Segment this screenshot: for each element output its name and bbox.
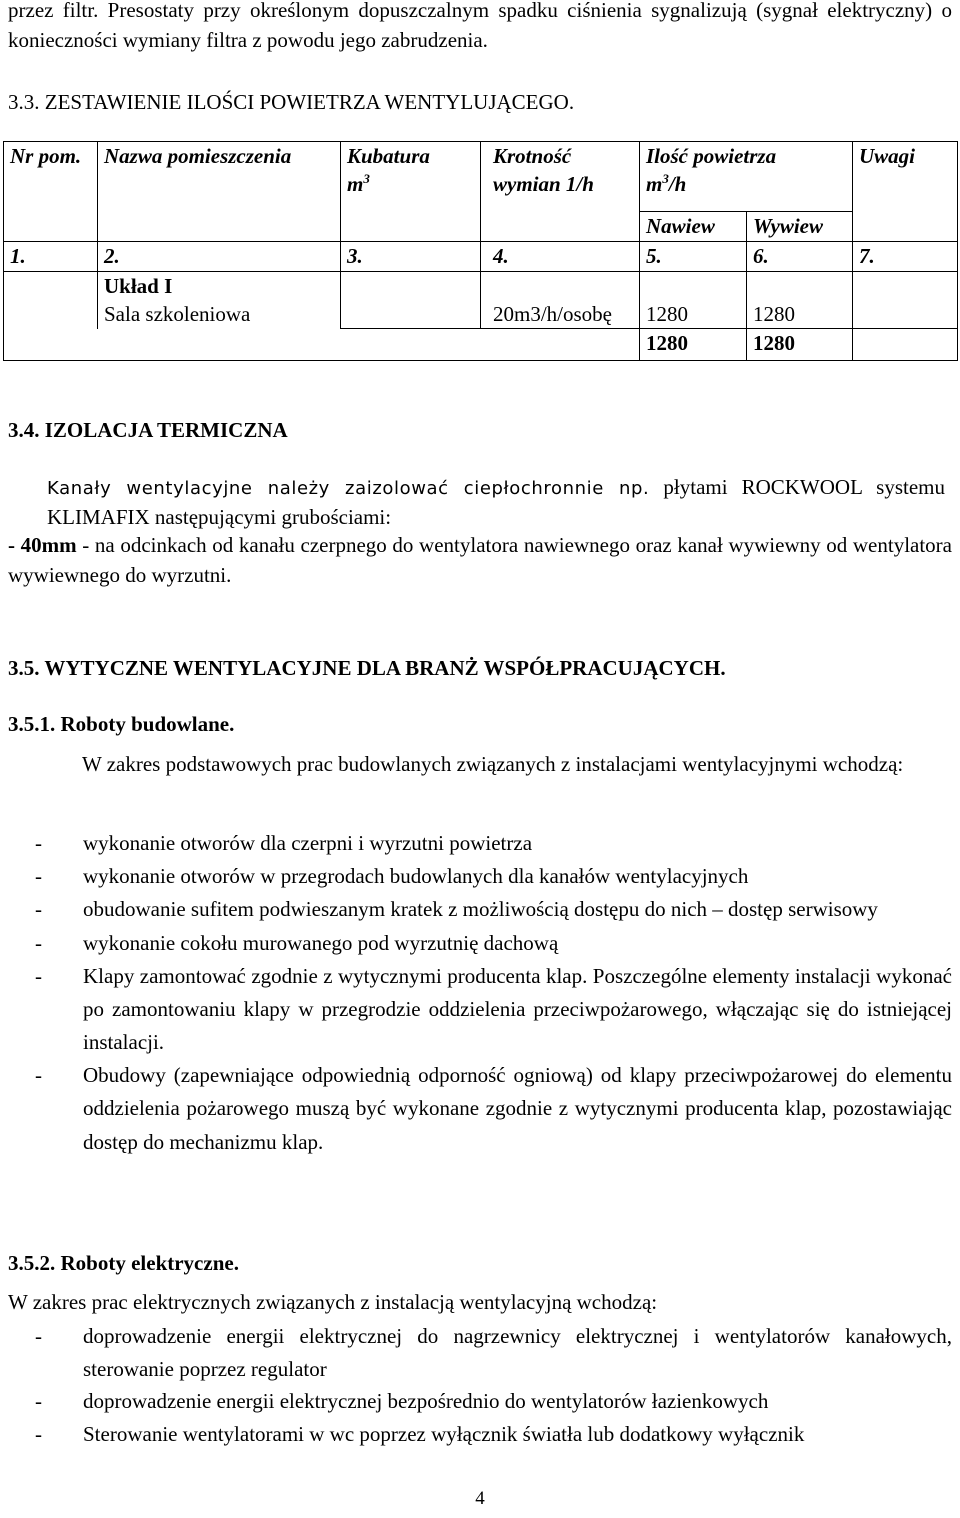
- sum-empty: [4, 329, 98, 361]
- col-num: 6.: [747, 242, 853, 272]
- intro-paragraph: przez filtr. Presostaty przy określonym dopuszczalnym spadku ciśnienia sygnalizują (sygnał elektryczny) o konieczności wymiany filtra z powodu jego zabrudzenia.: [8, 0, 952, 52]
- header-nr: Nr pom.: [4, 142, 98, 242]
- row-kubatura: [341, 272, 481, 329]
- list-item: - wykonanie cokołu murowanego pod wyrzutnię dachową: [35, 930, 559, 955]
- col-num: 1.: [4, 242, 98, 272]
- list-item: - doprowadzenie energii elektrycznej do nagrzewnicy elektrycznej i wentylatorów kanałowych, sterowanie poprzez regulator: [35, 1324, 952, 1381]
- header-ilosc: Ilość powietrza $m^3/h$: [640, 142, 853, 212]
- header-nawiew: Nawiew: [640, 212, 747, 242]
- list-item: - wykonanie otworów dla czerpni i wyrzutni powietrza: [35, 831, 533, 855]
- col-num: 3.: [341, 242, 481, 272]
- sum-wywiew: 1280: [747, 329, 853, 361]
- col-num: 5.: [640, 242, 747, 272]
- electrical-intro: W zakres prac elektrycznych związanych z instalacją wentylacyjną wchodzą:: [8, 1290, 658, 1314]
- row-nawiew: 1280: [640, 272, 747, 329]
- header-uwagi: Uwagi: [853, 142, 958, 242]
- table-column-numbers-row: [4, 242, 958, 272]
- header-krotnosc: Krotność wymian 1/h: [481, 142, 640, 242]
- list-item: - Sterowanie wentylatorami w wc poprzez wyłącznik światła lub dodatkowy wyłącznik: [35, 1421, 805, 1446]
- electrical-list: [8, 1320, 952, 1450]
- list-item: - doprowadzenie energii elektrycznej bezpośrednio do wentylatorów łazienkowych: [35, 1389, 769, 1414]
- row-nr: [4, 272, 98, 329]
- row-wywiew: 1280: [747, 272, 853, 329]
- table-row: [4, 272, 958, 329]
- section-3-4-heading: 3.4. IZOLACJA TERMICZNA: [8, 418, 288, 442]
- list-item: - obudowanie sufitem podwieszanym kratek z możliwością dostępu do nich – dostęp serwisowy: [35, 897, 878, 922]
- list-item: - wykonanie otworów w przegrodach budowlanych dla kanałów wentylacyjnych: [35, 864, 749, 889]
- construction-intro: W zakres podstawowych prac budowlanych związanych z instalacjami wentylacyjnymi wchodzą:: [82, 752, 904, 776]
- group-label: Układ I: [104, 274, 173, 298]
- sum-nawiew: 1280: [640, 329, 747, 361]
- insulation-paragraph: Kanały wentylacyjne należy zaizolować ciepłochronnie np. płytami ROCKWOOL systemu KLIMAFIX następującymi grubościami:: [47, 475, 946, 529]
- table-header-row: [4, 142, 958, 212]
- table-sum-row: [4, 329, 958, 361]
- row-name: [98, 272, 341, 329]
- section-3-3-heading: 3.3. ZESTAWIENIE ILOŚCI POWIETRZA WENTYLUJĄCEGO.: [8, 90, 575, 114]
- header-kubatura: Kubatura $m^3$: [341, 142, 481, 242]
- row-krotnosc: 20m3/h/osobę: [481, 272, 640, 329]
- sum-uwagi: [853, 329, 958, 361]
- col-num: 2.: [98, 242, 341, 272]
- header-nazwa: Nazwa pomieszczenia: [98, 142, 341, 242]
- ventilation-table: [3, 141, 958, 361]
- room-name: Sala szkoleniowa: [104, 302, 251, 327]
- col-num: 4.: [481, 242, 640, 272]
- header-wywiew: Wywiew: [747, 212, 853, 242]
- col-num: 7.: [853, 242, 958, 272]
- sum-empty-wide: [98, 329, 640, 361]
- list-item: - Obudowy (zapewniające odpowiednią odporność ogniową) od klapy przeciwpożarowej do elementu oddzielenia pożarowego muszą być wykonane zgodnie z wytycznymi producenta klap, pozostawiając dostęp do mechanizmu klap.: [35, 1063, 952, 1154]
- section-3-5-heading: 3.5. WYTYCZNE WENTYLACYJNE DLA BRANŻ WSPÓŁPRACUJĄCYCH.: [8, 656, 726, 680]
- row-uwagi: [853, 272, 958, 329]
- insulation-item: - 40mm - na odcinkach od kanału czerpnego do wentylatora nawiewnego oraz kanał wywiewny od wentylatora wywiewnego do wyrzutni.: [8, 533, 952, 587]
- section-3-5-1-heading: 3.5.1. Roboty budowlane.: [8, 712, 235, 736]
- section-3-5-2-heading: 3.5.2. Roboty elektryczne.: [8, 1251, 239, 1275]
- construction-list: [8, 827, 952, 1159]
- page-number: 4: [475, 1488, 485, 1509]
- list-item: - Klapy zamontować zgodnie z wytycznymi producenta klap. Poszczególne elementy instalacji wykonać po zamontowaniu klapy w przegrodzie oddzielenia przeciwpożarowego, włączając się do istniejącej instalacji.: [35, 963, 952, 1055]
